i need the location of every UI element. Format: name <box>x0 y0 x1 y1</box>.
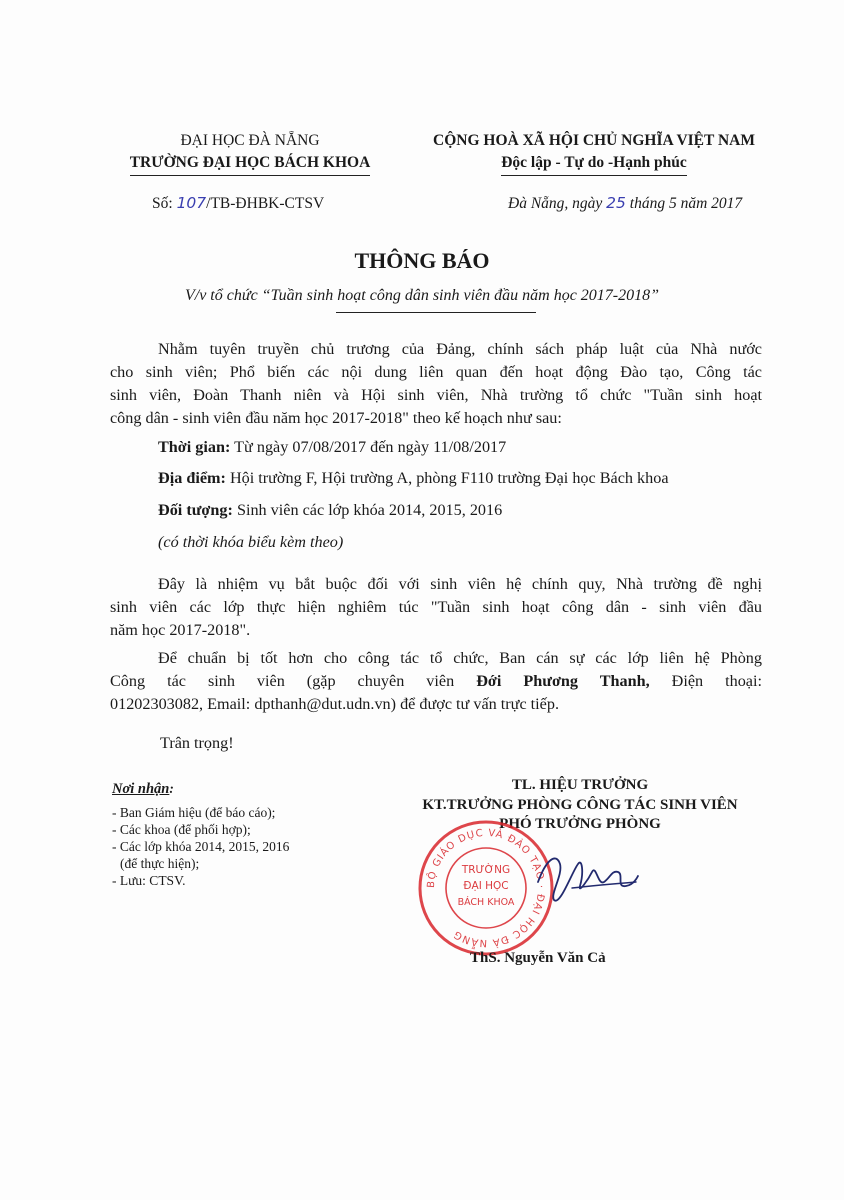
event-target: Đối tượng: Sinh viên các lớp khóa 2014, 2015, 2016 <box>158 501 503 519</box>
signing-position: PHÓ TRƯỞNG PHÒNG <box>499 816 661 832</box>
schedule-note: (có thời khóa biểu kèm theo) <box>158 533 344 551</box>
recipients-list <box>112 780 289 889</box>
country-name: CỘNG HOÀ XÃ HỘI CHỦ NGHĨA VIỆT NAM <box>433 132 755 149</box>
signer-name: ThS. Nguyễn Văn Cả <box>470 950 606 966</box>
handwritten-signature-icon <box>532 842 642 912</box>
paragraph-line: Để chuẩn bị tốt hơn cho công tác tổ chức, Ban cán sự các lớp liên hệ Phòng <box>158 649 762 667</box>
obligation-paragraph <box>110 573 762 642</box>
subject-underline <box>336 312 536 313</box>
svg-text:ĐẠI HỌC: ĐẠI HỌC <box>463 880 509 892</box>
event-place: Địa điểm: Hội trường F, Hội trường A, phòng F110 trường Đại học Bách khoa <box>158 469 669 487</box>
closing-greeting: Trân trọng! <box>160 734 234 752</box>
document-date: Đà Nẵng, ngày 25 tháng 5 năm 2017 <box>508 194 743 212</box>
intro-line: sinh viên, Đoàn Thanh niên và Hội sinh viên, Nhà trường tổ chức "Tuần sinh hoạt <box>110 386 762 404</box>
signing-department: KT.TRƯỞNG PHÒNG CÔNG TÁC SINH VIÊN <box>422 796 738 813</box>
recipient-item: (để thực hiện); <box>120 856 200 871</box>
paragraph-line: năm học 2017-2018". <box>110 621 251 639</box>
handwritten-number: 107 <box>176 194 207 212</box>
recipients-heading: Nơi nhận: <box>112 781 174 797</box>
school-name: TRƯỜNG ĐẠI HỌC BÁCH KHOA <box>100 152 400 176</box>
document-subject: V/v tổ chức “Tuần sinh hoạt công dân sinh viên đầu năm học 2017-2018” <box>184 287 660 304</box>
intro-paragraph <box>110 338 762 430</box>
svg-text:BỘ GIÁO DỤC VÀ ĐÀO TẠO · ĐẠI H: BỘ GIÁO DỤC VÀ ĐÀO TẠO · ĐẠI HỌC ĐÀ NẴNG <box>425 827 547 949</box>
recipient-item: - Lưu: CTSV. <box>112 873 186 888</box>
handwritten-day: 25 <box>606 194 626 212</box>
event-time: Thời gian: Từ ngày 07/08/2017 đến ngày 11/08/2017 <box>158 438 507 456</box>
national-header <box>408 130 780 176</box>
intro-line: công dân - sinh viên đầu năm học 2017-2018" theo kế hoạch như sau: <box>110 409 562 427</box>
intro-line: Nhằm tuyên truyền chủ trương của Đảng, chính sách pháp luật của Nhà nước <box>158 340 762 358</box>
recipient-item: - Ban Giám hiệu (để báo cáo); <box>112 805 276 820</box>
issuer-header <box>100 130 400 176</box>
svg-text:TRƯỜNG: TRƯỜNG <box>461 864 511 876</box>
recipient-item: - Các khoa (để phối hợp); <box>112 822 251 837</box>
parent-organization: ĐẠI HỌC ĐÀ NẴNG <box>180 132 320 149</box>
recipient-item: - Các lớp khóa 2014, 2015, 2016 <box>112 839 290 854</box>
document-number: Số: 107/TB-ĐHBK-CTSV <box>152 194 325 212</box>
contact-paragraph <box>110 647 762 716</box>
svg-text:BÁCH KHOA: BÁCH KHOA <box>457 897 515 908</box>
signing-authority: TL. HIỆU TRƯỞNG <box>511 777 649 793</box>
paragraph-line: sinh viên các lớp thực hiện nghiêm túc "Tuần sinh hoạt công dân - sinh viên đầu <box>110 598 762 616</box>
contact-person: Đới Phương Thanh, <box>476 672 650 690</box>
paragraph-line: 01202303082, Email: dpthanh@dut.udn.vn) để được tư vấn trực tiếp. <box>110 695 560 713</box>
paragraph-line: Đây là nhiệm vụ bắt buộc đối với sinh viên hệ chính quy, Nhà trường đề nghị <box>158 575 762 593</box>
paragraph-line: Công tác sinh viên (gặp chuyên viên Đới Phương Thanh, Điện thoại: <box>110 672 762 690</box>
intro-line: cho sinh viên; Phổ biến các nội dung liên quan đến hoạt động Đào tạo, Công tác <box>110 363 762 381</box>
document-title: THÔNG BÁO <box>354 248 490 273</box>
national-motto: Độc lập - Tự do -Hạnh phúc <box>408 152 780 176</box>
